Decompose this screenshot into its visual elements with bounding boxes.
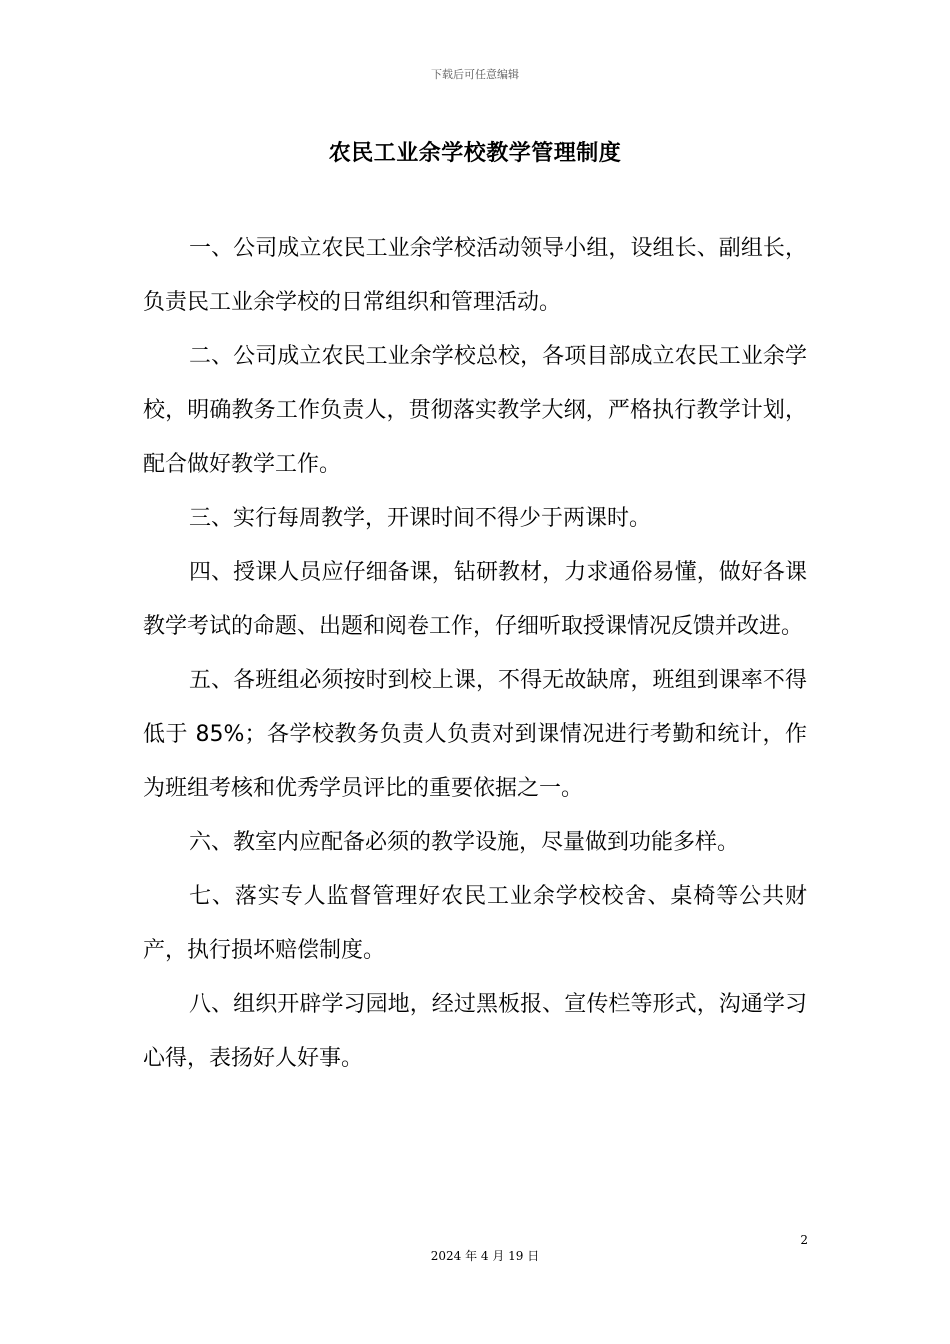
paragraph-1: 一、公司成立农民工业余学校活动领导小组，设组长、副组长，负责民工业余学校的日常组织和管理活动。 — [143, 236, 807, 315]
paragraph-6: 六、教室内应配备必须的教学设施，尽量做到功能多样。 — [189, 830, 740, 855]
header-note: 下载后可任意编辑 — [431, 68, 519, 81]
paragraph-4: 四、授课人员应仔细备课，钻研教材，力求通俗易懂，做好各课教学考试的命题、出题和阅卷工作，仔细听取授课情况反馈并改进。 — [143, 560, 807, 639]
document-title: 农民工业余学校教学管理制度 — [328, 141, 622, 166]
paragraph-2: 二、公司成立农民工业余学校总校，各项目部成立农民工业余学校，明确教务工作负责人，贯彻落实教学大纲，严格执行教学计划，配合做好教学工作。 — [143, 344, 807, 477]
document-body — [143, 222, 807, 1086]
paragraph-8: 八、组织开辟学习园地，经过黑板报、宣传栏等形式，沟通学习心得，表扬好人好事。 — [143, 992, 807, 1071]
paragraph-3: 三、实行每周教学，开课时间不得少于两课时。 — [189, 506, 652, 531]
page-number: 2 — [800, 1233, 808, 1247]
paragraph-5: 五、各班组必须按时到校上课，不得无故缺席，班组到课率不得低于 85%；各学校教务负责人负责对到课情况进行考勤和统计，作为班组考核和优秀学员评比的重要依据之一。 — [143, 668, 807, 801]
paragraph-7: 七、落实专人监督管理好农民工业余学校校舍、桌椅等公共财产，执行损坏赔偿制度。 — [143, 884, 807, 963]
footer-date: 2024 年 4 月 19 日 — [430, 1249, 540, 1263]
